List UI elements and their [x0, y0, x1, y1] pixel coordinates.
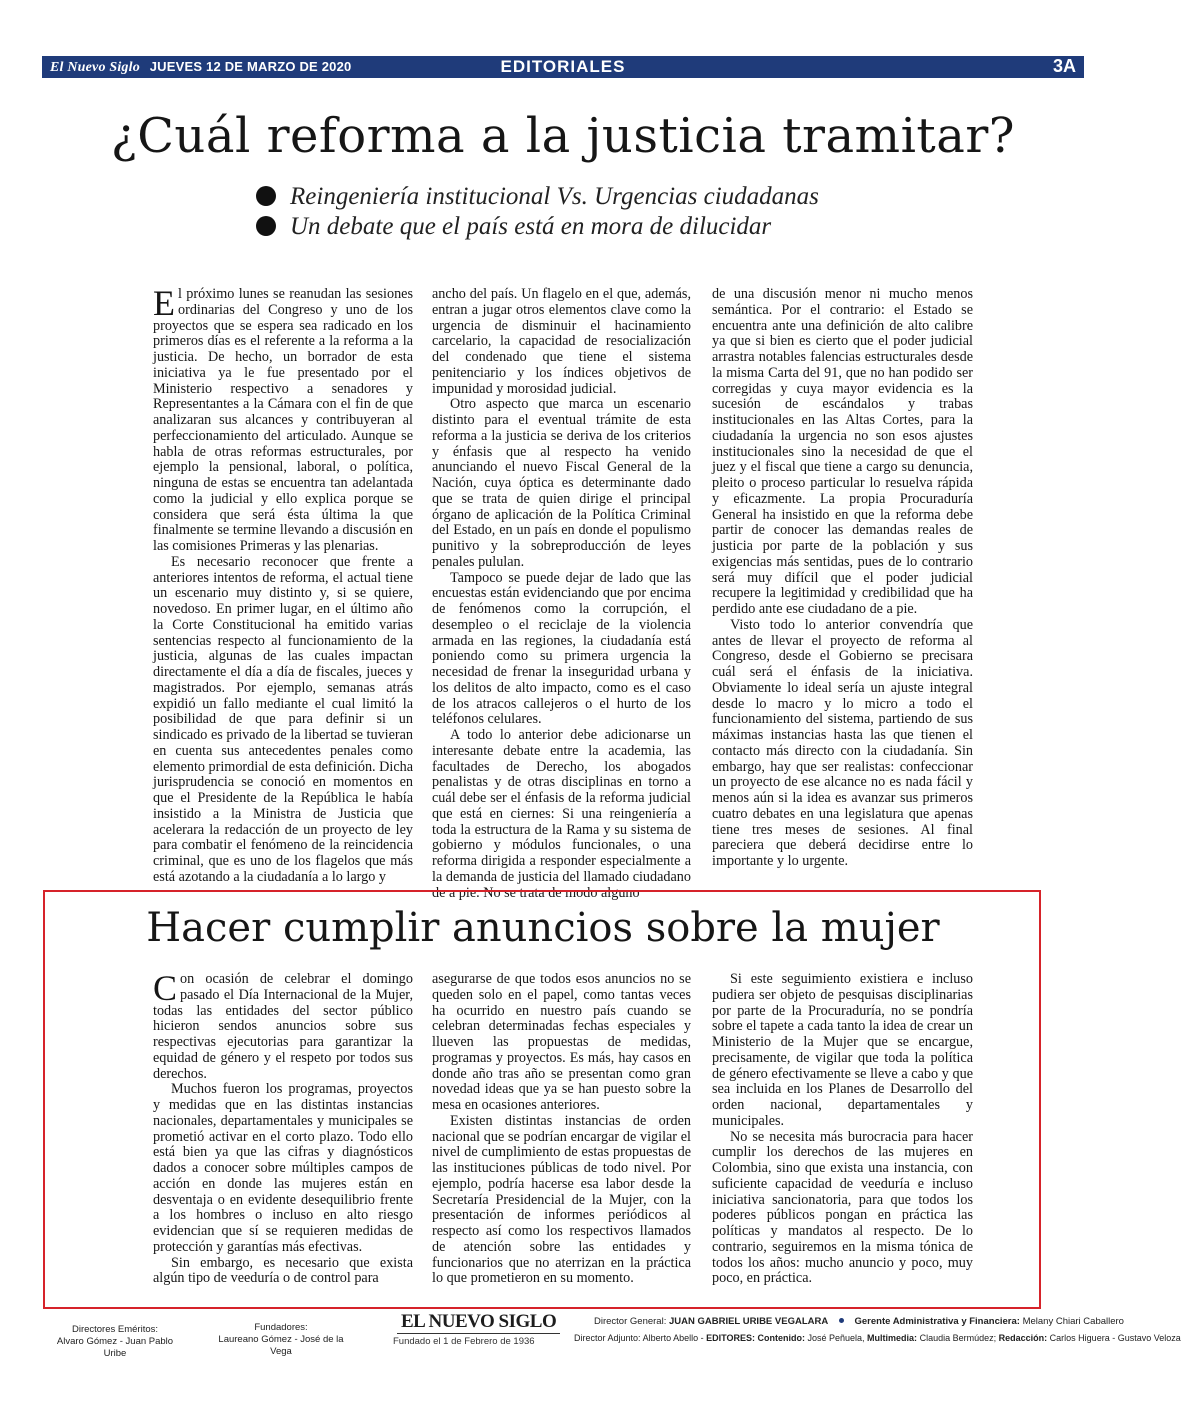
editorial-2-column-2	[432, 972, 691, 1287]
gerente-label: Gerente Administrativa y Financiera:	[854, 1316, 1020, 1327]
paragraph-text: l próximo lunes se reanudan las sesiones ordinarias del Congreso y uno de los proyectos que se espera sea radicado en los primeros días es el referente a la reforma a la justicia. De hecho, un borrador de esta iniciativa ya le fue presentado por el Ministerio respectivo a senadores y Representantes a la Cámara con el fin de que analizaran sus alcances y contribuyeran al perfeccionamiento del articulado. Aunque se habla de otras reformas estructurales, por ejemplo la pensional, laboral, o política, ninguna de estas se encuentra tan adelantada como la judicial y ello explica porque se considera que será ésta última la que finalmente se termine llevando a discusión en las comisiones Primeras y las plenarias.	[153, 286, 413, 554]
editorial-1-title: ¿Cuál reforma a la justicia tramitar?	[110, 108, 1016, 164]
footer-directores	[56, 1324, 174, 1360]
redaccion-names: Carlos Higuera - Gustavo Veloza	[1049, 1333, 1181, 1343]
subtitle-1	[256, 182, 819, 212]
paragraph: ancho del país. Un flagelo en el que, además, entran a jugar otros elementos clave como la urgencia de disminuir el hacinamiento carcelario, la capacidad de resocialización del condenado que tiene el sistema penitenciario y los índices objetivos de impunidad y morosidad judicial.	[432, 286, 691, 397]
paragraph: Sin embargo, es necesario que exista algún tipo de veeduría o de control para	[153, 1254, 413, 1287]
footer-logo: EL NUEVO SIGLO	[397, 1311, 560, 1334]
gerente-name: Melany Chiari Caballero	[1022, 1316, 1124, 1327]
paragraph: de una discusión menor ni mucho menos semántica. Por el contrario: el Estado se encuentra ante una definición de alto calibre ya que si bien es cierto que el poder judicial arrastra notables falencias estructurales desde la misma Carta del 91, que no han podido ser corregidas y cuya mayor evidencia es la sucesión de escándalos y trabas institucionales en las Altas Cortes, para la ciudadanía la urgencia no son esos ajustes institucionales sino la necesidad de que el juez y el fiscal que tiene a cargo su denuncia, pleito o proceso particular lo resuelva rápida y eficazmente. La propia Procuraduría General ha insistido en que la reforma debe partir de conocer las demandas reales de justicia por parte de la población y sus exigencias más sentidas, pues de lo contrario será muy difícil que el poder judicial recupere la legitimidad y credibilidad que ha perdido ante ese ciudadano de a pie.	[712, 286, 973, 617]
bullet-icon	[839, 1318, 844, 1323]
footer-fundadores	[215, 1322, 347, 1358]
paragraph: Tampoco se puede dejar de lado que las encuestas están evidenciando que por encima de fenómenos como la corrupción, el desempleo o el reciclaje de la violencia armada en las regiones, la ciudadanía está poniendo como su primera urgencia la necesidad de frenar la inseguridad urbana y los delitos de alto impacto, como es el caso de los atracos callejeros o el hurto de los teléfonos celulares.	[432, 569, 691, 728]
redaccion-label: Redacción:	[998, 1333, 1048, 1343]
editorial-1-column-2	[432, 287, 691, 901]
editorial-1-column-3	[712, 287, 973, 870]
paragraph	[153, 968, 413, 1082]
page-number: 3A	[1052, 56, 1076, 76]
subtitle-2	[256, 212, 819, 242]
contenido-label: Contenido:	[757, 1333, 805, 1343]
directores-label: Directores Eméritos:	[71, 1324, 159, 1335]
paragraph: Existen distintas instancias de orden nacional que se podrían encargar de vigilar el nivel de cumplimiento de estas propuestas de las instituciones públicas de todo nivel. Por ejemplo, podría hacerse esa labor desde la Secretaría Presidencial de la Mujer, con la presentación de informes periódicos al respecto así como los respectivos llamados de atención sobre las entidades y funcionarios que no aterrizan en la práctica lo que prometieron en su momento.	[432, 1112, 691, 1287]
section-name: EDITORIALES	[500, 57, 626, 76]
paragraph-text: on ocasión de celebrar el domingo pasado el Día Internacional de la Mujer, todas las entidades del sector público hicieron sendos anuncios sobre sus respectivas ejecutorias para garantizar la equidad de género y el respeto por todos sus derechos.	[153, 971, 413, 1082]
director-general-label: Director General:	[594, 1316, 667, 1327]
editorial-1-subtitles	[256, 182, 819, 242]
paragraph: Visto todo lo anterior convendría que antes de llevar el proyecto de reforma al Congreso, desde el Gobierno se precisara cuál será el énfasis de la iniciativa. Obviamente lo ideal sería un ajuste integral desde lo macro y lo micro a todo el funcionamiento del sistema, partiendo de sus máximas instancias hasta las que tienen el contacto más directo con la ciudadanía. Sin embargo, hay que ser realistas: confeccionar un proyecto de ese alcance no es nada fácil y menos aún si la idea es avanzar sus primeros cuatro debates en una legislatura que apenas tiene tres meses de sesiones. Al final pareciera que deberá decidirse entre lo importante y lo urgente.	[712, 616, 973, 869]
director-adjunto-label: Director Adjunto:	[574, 1333, 641, 1343]
drop-cap: E	[153, 283, 175, 323]
bullet-icon	[256, 186, 276, 206]
director-adjunto-name: Alberto Abello	[642, 1333, 699, 1343]
multimedia-name: Claudia Bermúdez;	[919, 1333, 997, 1343]
footer-staff-line-2: Director Adjunto: Alberto Abello - EDITORES: Contenido: José Peñuela, Multimedia: Claudia Bermúdez; Redacción: Carlos Higuera - Gustavo Veloza	[574, 1333, 1181, 1343]
editorial-2-column-3	[712, 972, 973, 1287]
editorial-2-title: Hacer cumplir anuncios sobre la mujer	[146, 905, 940, 951]
subtitle-2-text: Un debate que el país está en mora de dilucidar	[290, 213, 772, 240]
drop-cap: C	[153, 968, 178, 1008]
paragraph	[153, 283, 413, 555]
bullet-icon	[256, 216, 276, 236]
paragraph: No se necesita más burocracia para hacer cumplir los derechos de las mujeres en Colombia, sino que exista una instancia, con suficiente capacidad de veeduría e incluso iniciativa sancionatoria, para que todos los poderes públicos pongan en práctica las políticas y mandatos al respecto. De lo contrario, seguiremos en la misma tónica de todos los años: mucho anuncio y poco, muy poco, en práctica.	[712, 1128, 973, 1287]
director-general-name: JUAN GABRIEL URIBE VEGALARA	[668, 1316, 829, 1327]
issue-date: JUEVES 12 DE MARZO DE 2020	[149, 59, 352, 74]
multimedia-label: Multimedia:	[867, 1333, 918, 1343]
directores-names: Alvaro Gómez - Juan Pablo Uribe	[56, 1336, 174, 1359]
paragraph: Es necesario reconocer que frente a anteriores intentos de reforma, el actual tiene un escenario muy distinto y, si se quiere, novedoso. En primer lugar, en el último año la Corte Constitucional ha emitido varias sentencias respecto al funcionamiento de la justicia, algunas de las cuales impactan directamente el día a día de fiscales, jueces y magistrados. Por ejemplo, semanas atrás expidió un fallo mediante el cual limitó la posibilidad de que para definir si un sindicado es privado de la libertad se tuvieran en cuenta sus antecedentes penales como elemento primordial de esta definición. Dicha jurisprudencia se conoció en momentos en que el Presidente de la República le había insistido a la Ministra de Justicia que acelerara la redacción de un proyecto de ley para combatir el fenómeno de la reincidencia criminal, que es uno de los flagelos que más está azotando a la ciudadanía a lo largo y	[153, 553, 414, 885]
editorial-2-column-1	[153, 968, 413, 1287]
paragraph: A todo lo anterior debe adicionarse un interesante debate entre la academia, las facultades de Derecho, los abogados penalistas y de otras disciplinas en torno a cuál debe ser el énfasis de la reforma judicial que está en ciernes: Si una reingeniería a toda la estructura de la Rama y su sistema de gobierno y módulos funcionales, o una reforma dirigida a responder especialmente a la demanda de justicia del llamado ciudadano de a pie. No se trata de modo alguno	[432, 727, 691, 901]
footer-staff-line-1	[594, 1315, 1124, 1329]
paragraph: Si este seguimiento existiera e incluso pudiera ser objeto de pesquisas disciplinarias por parte de la Procuraduría, no se pondría sobre el tapete a cada tanto la idea de crear un Ministerio de la Mujer que se encargue, precisamente, de vigilar que toda la política de género efectivamente se lleve a cabo y que sea incluida en los Planes de Desarrollo del orden nacional, departamentales y municipales.	[712, 971, 973, 1129]
founded-date: Fundado el 1 de Febrero de 1936	[393, 1336, 535, 1347]
paper-name: El Nuevo Siglo	[50, 60, 140, 75]
subtitle-1-text: Reingeniería institucional Vs. Urgencias ciudadanas	[290, 183, 819, 210]
editores-label: EDITORES:	[706, 1333, 755, 1343]
fundadores-names: Laureano Gómez - José de la Vega	[218, 1334, 344, 1357]
paragraph: asegurarse de que todos esos anuncios no se queden solo en el papel, como tantas veces ha ocurrido en nuestro país cuando se celebran determinadas fechas especiales y llueven las propuestas de medidas, programas y proyectos. Es más, hay casos en donde año tras año se presentan como gran novedad ideas que ya se han puesto sobre la mesa en ocasiones anteriores.	[432, 971, 691, 1113]
fundadores-label: Fundadores:	[254, 1322, 308, 1333]
masthead-bar	[42, 56, 1084, 78]
paragraph: Otro aspecto que marca un escenario distinto para el eventual trámite de esta reforma a la justicia se deriva de los criterios y énfasis que al respecto ha venido anunciando el nuevo Fiscal General de la Nación, cuya óptica es determinante dado que se trata de quien dirige el principal órgano de aplicación de la Política Criminal del Estado, en un país en donde el populismo punitivo y la sobreproducción de leyes penales pululan.	[432, 396, 691, 570]
contenido-name: José Peñuela,	[807, 1333, 865, 1343]
paragraph: Muchos fueron los programas, proyectos y medidas que en las distintas instancias nacionales, departamentales y municipales se prometió activar en el corto plazo. Todo ello está bien ya que las cifras y diagnósticos dados a conocer sobre múltiples campos de acción en donde las mujeres están en desventaja o en evidente desequilibrio frente a los hombres o incluso en alto riesgo evidencian que sí se requieren medidas de protección y garantías más efectivas.	[153, 1081, 413, 1255]
editorial-1-column-1	[153, 283, 414, 886]
